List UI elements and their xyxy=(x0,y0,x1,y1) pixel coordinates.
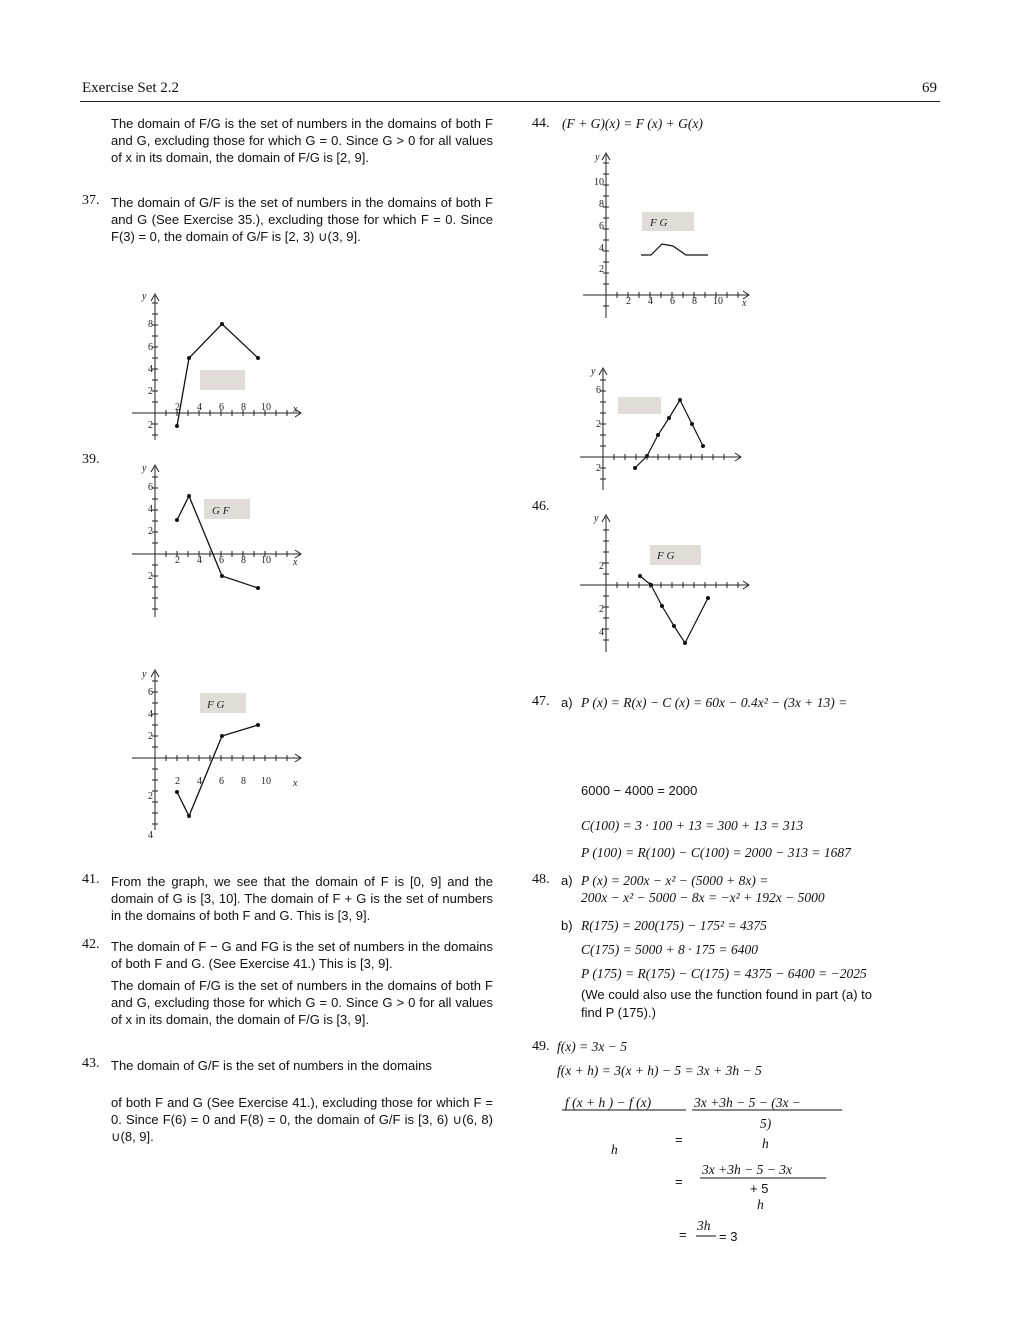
expression-48a1: P (x) = 200x − x² − (5000 + 8x) = xyxy=(581,873,769,888)
fraction-3-result: = 3 xyxy=(719,1229,738,1244)
graph-4-xtick: 6 xyxy=(670,296,675,307)
paragraph-37: The domain of G/F is the set of numbers in the domains of both F and G (See Exercise 35.), excluding those for which F = 0. Since F(3) = 0, the domain of G/F is [2, 3) ∪(3, 9]. xyxy=(111,195,493,244)
graph-3-line xyxy=(177,725,258,816)
expression-48b5: find P (175).) xyxy=(581,1005,656,1020)
graph-2-xtick: 8 xyxy=(241,555,246,566)
graph-4-xtick: 2 xyxy=(626,296,631,307)
fraction-1-numerator: f (x + h ) − f (x) xyxy=(565,1095,652,1110)
fraction-1-denominator-right: h xyxy=(762,1136,769,1151)
graph-2-xtick: 10 xyxy=(261,555,271,566)
paragraph-36: The domain of F/G is the set of numbers in the domains of both F and G, excluding those for which G = 0. Since G > 0 for all values of x in its domain, the domain of F/G is [2, 9]. xyxy=(111,116,493,165)
graph-1-ytick: 2 xyxy=(148,386,153,397)
exercise-number-48: 48. xyxy=(532,872,550,887)
graph-3-ytick: 4 xyxy=(148,709,153,720)
paragraph-43b: of both F and G (See Exercise 41.), excluding those for which F = 0. Since F(6) = 0 and F(8) = 0, the domain of G/F is [3, 6) ∪(6, 8) ∪(8, 9]. xyxy=(111,1095,493,1144)
exercise-number-49: 49. xyxy=(532,1039,550,1054)
graph-3-y-label: y xyxy=(142,669,147,680)
graph-2-xtick: 4 xyxy=(197,555,202,566)
expression-47d: P (100) = R(100) − C(100) = 2000 − 313 = 1687 xyxy=(581,845,851,860)
graph-1-y-label: y xyxy=(142,291,147,302)
graph-3-ytick: 2 xyxy=(148,791,153,802)
graph-4-ytick: 4 xyxy=(599,243,604,254)
exercise-number-47: 47. xyxy=(532,694,550,709)
expression-47c: C(100) = 3 · 100 + 13 = 300 + 13 = 313 xyxy=(581,818,804,833)
graph-1-ytick: 6 xyxy=(148,342,153,353)
graph-2-ytick: 2 xyxy=(148,526,153,537)
exercise-number-37: 37. xyxy=(82,193,100,208)
expression-47a: P (x) = R(x) − C (x) = 60x − 0.4x² − (3x + 13) = xyxy=(581,695,848,710)
graph-2-ytick: 6 xyxy=(148,482,153,493)
graph-4-line xyxy=(641,244,708,255)
exercise-number-39: 39. xyxy=(82,452,100,467)
fraction-2-denominator: h xyxy=(757,1197,764,1212)
graph-1-label-box xyxy=(200,370,245,390)
graph-4-ytick: 8 xyxy=(599,199,604,210)
graph-3-xtick: 2 xyxy=(175,776,180,787)
graph-3-xtick: 4 xyxy=(197,776,202,787)
graph-5-ytick: 2 xyxy=(596,419,601,430)
graph-1-xtick: 4 xyxy=(197,402,202,413)
graph-4-y-label: y xyxy=(595,152,600,163)
graph-4-xtick: 8 xyxy=(692,296,697,307)
exercise-number-42: 42. xyxy=(82,937,100,952)
fraction-2-numerator: 3x +3h − 5 − 3x xyxy=(702,1162,792,1177)
graph-3-box-label: F G xyxy=(207,699,225,711)
expression-48b1: R(175) = 200(175) − 175² = 4375 xyxy=(581,918,767,933)
graph-4-box-label: F G xyxy=(650,217,668,229)
graph-1-ytick: 4 xyxy=(148,364,153,375)
part-a-label-48: a) xyxy=(561,873,573,888)
exercise-number-41: 41. xyxy=(82,872,100,887)
exercise-number-46: 46. xyxy=(532,499,550,514)
graph-2-x-label: x xyxy=(293,557,298,568)
expression-44: (F + G)(x) = F (x) + G(x) xyxy=(562,116,703,131)
expression-48b3: P (175) = R(175) − C(175) = 4375 − 6400 = −2025 xyxy=(581,966,867,981)
graph-6-ytick: 2 xyxy=(599,561,604,572)
graph-1-ytick: 8 xyxy=(148,319,153,330)
graph-3-ytick: 2 xyxy=(148,731,153,742)
graph-3-xtick: 10 xyxy=(261,776,271,787)
graph-3-xtick: 8 xyxy=(241,776,246,787)
part-a-label-47: a) xyxy=(561,695,573,710)
graph-5-ytick: 6 xyxy=(596,385,601,396)
graph-6 xyxy=(580,513,749,652)
fraction-1-numerator-right: 3x +3h − 5 − (3x − xyxy=(694,1095,801,1110)
graph-6-box-label: F G xyxy=(657,550,675,562)
graph-4 xyxy=(583,152,749,318)
fraction-1-numerator-cont: 5) xyxy=(760,1116,772,1131)
fraction-2-numerator-cont: + 5 xyxy=(750,1181,769,1196)
graph-6-ytick: 4 xyxy=(599,627,604,638)
expression-48b4: (We could also use the function found in part (a) to xyxy=(581,987,872,1002)
expression-47b: 6000 − 4000 = 2000 xyxy=(581,783,698,798)
graph-5-ytick: 2 xyxy=(596,463,601,474)
graph-6-y-label: y xyxy=(594,513,599,524)
equals-sign-2: = xyxy=(675,1174,683,1189)
fraction-3-numerator: 3h xyxy=(697,1218,711,1233)
graph-1-xtick: 2 xyxy=(175,402,180,413)
graph-1-xtick: 10 xyxy=(261,402,271,413)
equals-sign-1: = xyxy=(675,1132,683,1147)
paragraph-43a: The domain of G/F is the set of numbers in the domains xyxy=(111,1058,432,1073)
graph-1-xtick: 6 xyxy=(219,402,224,413)
paragraph-42b: The domain of F/G is the set of numbers in the domains of both F and G, excluding those for which G = 0. Since G > 0 for all values of x in its domain, the domain of F/G is [3, 9]. xyxy=(111,978,493,1027)
graph-4-ytick: 10 xyxy=(594,177,604,188)
graph-1-x-label: x xyxy=(293,404,298,415)
graph-2-box-label: G F xyxy=(212,505,230,517)
equals-sign-3: = xyxy=(679,1227,687,1242)
expression-48b2: C(175) = 5000 + 8 · 175 = 6400 xyxy=(581,942,758,957)
expression-48a2: 200x − x² − 5000 − 8x = −x² + 192x − 5000 xyxy=(581,890,825,905)
graph-3-xtick: 6 xyxy=(219,776,224,787)
graph-2-y-label: y xyxy=(142,463,147,474)
paragraph-41: From the graph, we see that the domain of F is [0, 9] and the domain of G is [3, 10]. The domain of F + G is the set of numbers in the domains of both F and G. This is [3, 9]. xyxy=(111,874,493,923)
expression-49b: f(x + h) = 3(x + h) − 5 = 3x + 3h − 5 xyxy=(557,1063,762,1078)
graph-3-ytick: 6 xyxy=(148,687,153,698)
graph-1-ytick: 2 xyxy=(148,420,153,431)
graph-2-xtick: 2 xyxy=(175,555,180,566)
graph-5-y-label: y xyxy=(591,366,596,377)
header-title: Exercise Set 2.2 xyxy=(82,80,180,96)
exercise-number-44: 44. xyxy=(532,116,550,131)
paragraph-42a: The domain of F − G and FG is the set of numbers in the domains of both F and G. (See Exercise 41.) This is [3, 9]. xyxy=(111,939,493,971)
graph-5 xyxy=(580,366,741,490)
graph-1-xtick: 8 xyxy=(241,402,246,413)
graph-4-ytick: 6 xyxy=(599,221,604,232)
graph-1 xyxy=(132,291,301,440)
graph-4-x-label: x xyxy=(742,298,747,309)
graph-6-ytick: 2 xyxy=(599,604,604,615)
graph-4-xtick: 4 xyxy=(648,296,653,307)
graph-2-xtick: 6 xyxy=(219,555,224,566)
fraction-1-denominator: h xyxy=(611,1142,618,1157)
expression-49a: f(x) = 3x − 5 xyxy=(557,1039,627,1054)
graph-3-x-label: x xyxy=(293,778,298,789)
graph-2-ytick: 4 xyxy=(148,504,153,515)
graph-5-label-box xyxy=(618,397,661,414)
exercise-number-43: 43. xyxy=(82,1056,100,1071)
graph-2 xyxy=(132,463,301,617)
part-b-label-48: b) xyxy=(561,918,573,933)
graph-4-xtick: 10 xyxy=(713,296,723,307)
graph-2-ytick: 2 xyxy=(148,571,153,582)
graph-4-ytick: 2 xyxy=(599,264,604,275)
graph-3-ytick: 4 xyxy=(148,830,153,841)
page-number: 69 xyxy=(922,80,937,96)
